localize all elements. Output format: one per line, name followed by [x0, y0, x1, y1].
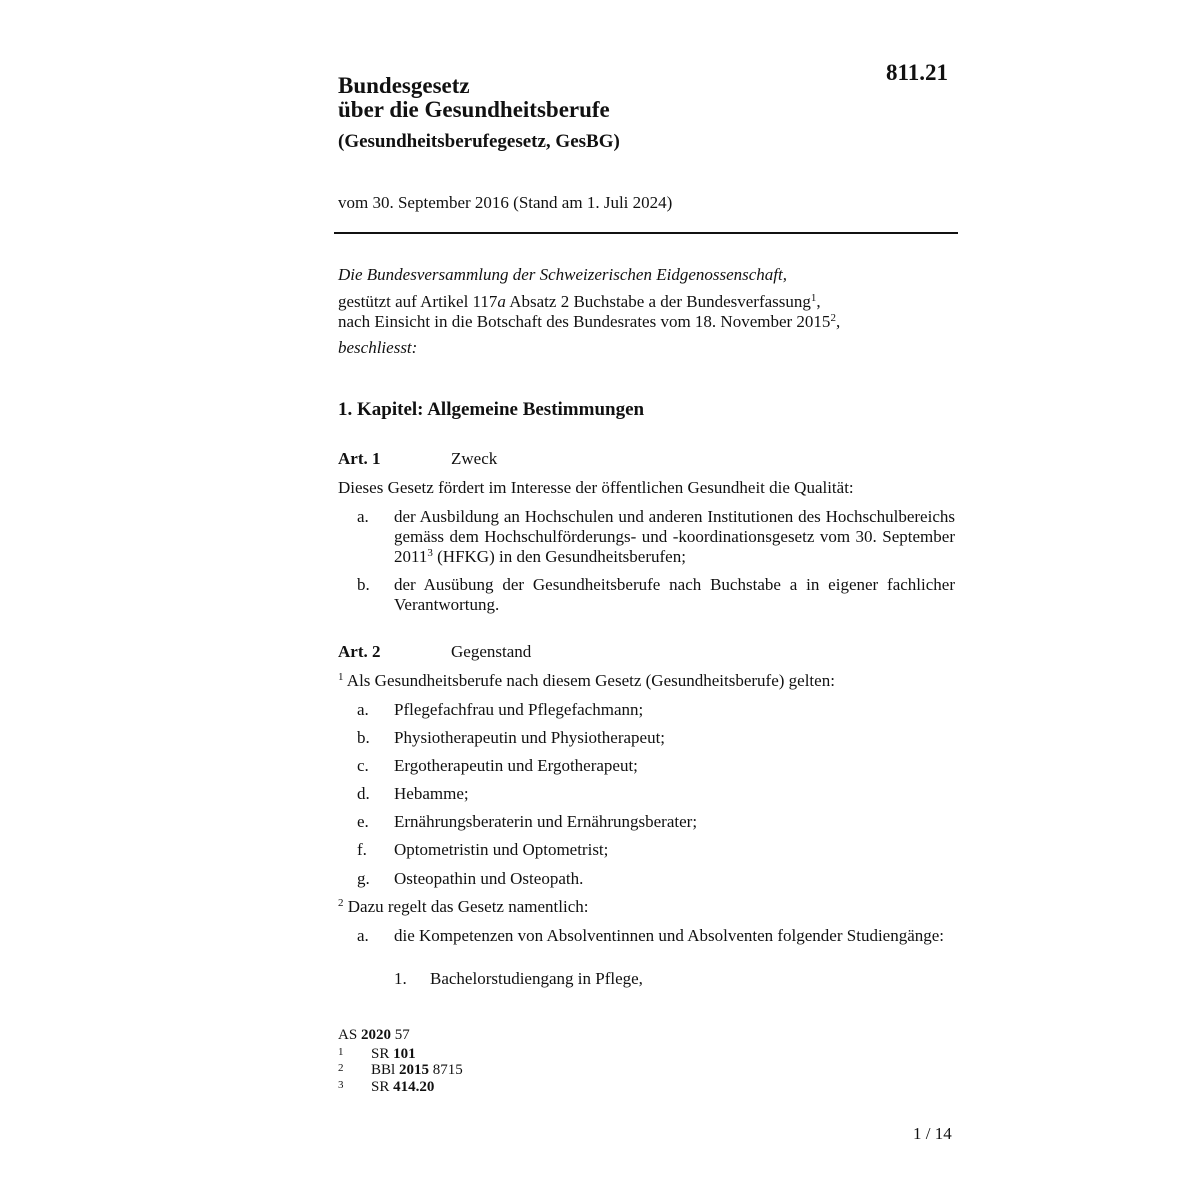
preamble-resolves: beschliesst: [338, 338, 418, 357]
article-1-item-a-text [394, 507, 955, 567]
article-2-item-g-text: Osteopathin und Osteopath. [394, 869, 584, 888]
law-short-title: (Gesundheitsberufegesetz, GesBG) [338, 131, 620, 152]
article-1-item-a-letter: a. [357, 507, 369, 526]
law-date: vom 30. September 2016 (Stand am 1. Juli 2024) [338, 193, 673, 212]
preamble-issuer: Die Bundesversammlung der Schweizerischen Eidgenossenschaft, [338, 265, 787, 284]
article-1-intro: Dieses Gesetz fördert im Interesse der öffentlichen Gesundheit die Qualität: [338, 478, 854, 497]
article-2-item-b-letter: b. [357, 728, 370, 747]
footnote-3-text [371, 1079, 434, 1096]
preamble-basis-1 [338, 292, 821, 312]
footnote-1-label: SR [371, 1046, 394, 1062]
article-2-para-2-number: 2 [338, 897, 344, 909]
footnote-3-label: SR [371, 1079, 394, 1095]
footnote-3-bold: 414.20 [393, 1079, 435, 1095]
article-1-title: Zweck [451, 449, 498, 468]
article-2-item-f-text: Optometristin und Optometrist; [394, 840, 609, 859]
preamble-basis-1-pre: gestützt auf Artikel 117 [338, 292, 498, 311]
article-2-item-e-text: Ernährungsberaterin und Ernährungsberater; [394, 812, 698, 831]
article-2-item-g-letter: g. [357, 869, 370, 888]
footnote-as-label: AS [338, 1027, 361, 1043]
article-2-item-d-text: Hebamme; [394, 784, 469, 803]
law-title-line1: Bundesgesetz [338, 73, 470, 98]
article-2-item-c-text: Ergotherapeutin und Ergotherapeut; [394, 756, 638, 775]
footnote-2-bold: 2015 [398, 1062, 429, 1078]
article-2-item-d-letter: d. [357, 784, 370, 803]
sr-number: 811.21 [886, 60, 948, 85]
footnote-2-label: BBl [371, 1062, 399, 1078]
article-1-number: Art. 1 [338, 449, 381, 468]
page-number: 1 / 14 [913, 1124, 952, 1143]
article-2-para-1-number: 1 [338, 671, 344, 683]
article-1-item-a-tail: (HFKG) in den Gesundheitsberufen; [432, 547, 686, 566]
preamble-basis-1-end: , [816, 292, 821, 311]
article-1-item-b-letter: b. [357, 575, 370, 594]
article-2-item-e-letter: e. [357, 812, 369, 831]
preamble-basis-1-post: Absatz 2 Buchstabe a der Bundesverfassung [505, 292, 811, 311]
footnote-as-reference [338, 1027, 410, 1044]
preamble-basis-1-italic: a [497, 292, 506, 311]
footnote-ref-2[interactable]: 2 [830, 312, 836, 324]
footnote-as-page: 57 [390, 1027, 410, 1043]
law-title-line2: über die Gesundheitsberufe [338, 97, 610, 122]
preamble-basis-2 [338, 312, 840, 332]
preamble-basis-2-text: nach Einsicht in die Botschaft des Bundesrates vom 18. November 2015 [338, 312, 831, 331]
article-1-item-a-body: der Ausbildung an Hochschulen und anderen Institutionen des Hochschulbereichs gemäss dem Hochschulförderungs- und -koordinationsgesetz vom 30. September 2011 [394, 507, 955, 566]
article-2-sub-item-1-number: 1. [394, 969, 407, 988]
article-1-item-b-text: der Ausübung der Gesundheitsberufe nach Buchstabe a in eigener fachlicher Verantwortung. [394, 575, 955, 614]
header-divider [334, 232, 958, 234]
article-2-para-2 [338, 897, 588, 917]
footnote-1-bold: 101 [393, 1046, 416, 1062]
article-2-sub-item-1-text: Bachelorstudiengang in Pflege, [430, 969, 643, 988]
article-2-number: Art. 2 [338, 642, 381, 661]
preamble-basis-2-end: , [835, 312, 841, 331]
footnote-3-number: 3 [338, 1079, 344, 1091]
article-2-para-2-item-a-text: die Kompetenzen von Absolventinnen und Absolventen folgender Studiengänge: [394, 926, 945, 945]
footnote-as-year: 2020 [360, 1027, 391, 1043]
footnote-ref-1[interactable]: 1 [810, 292, 817, 304]
article-2-title: Gegenstand [451, 642, 532, 661]
footnote-2-number: 2 [338, 1062, 344, 1074]
article-2-para-2-item-a-letter: a. [357, 926, 369, 945]
footnote-ref-3[interactable]: 3 [427, 547, 433, 559]
article-2-para-1-text: Als Gesundheitsberufe nach diesem Gesetz (Gesundheitsberufe) gelten: [343, 671, 835, 690]
article-2-item-f-letter: f. [357, 840, 367, 859]
article-2-para-1 [338, 671, 835, 691]
footnote-2-text [371, 1062, 463, 1079]
article-2-item-a-letter: a. [357, 700, 369, 719]
article-2-para-2-text: Dazu regelt das Gesetz namentlich: [343, 897, 589, 916]
article-2-item-c-letter: c. [357, 756, 369, 775]
article-2-item-b-text: Physiotherapeutin und Physiotherapeut; [394, 728, 666, 747]
chapter-heading: 1. Kapitel: Allgemeine Bestimmungen [338, 399, 645, 420]
footnote-1-number: 1 [338, 1046, 344, 1058]
footnote-2-rest: 8715 [428, 1062, 463, 1078]
footnote-1-text [371, 1046, 416, 1063]
article-2-item-a-text: Pflegefachfrau und Pflegefachmann; [394, 700, 644, 719]
